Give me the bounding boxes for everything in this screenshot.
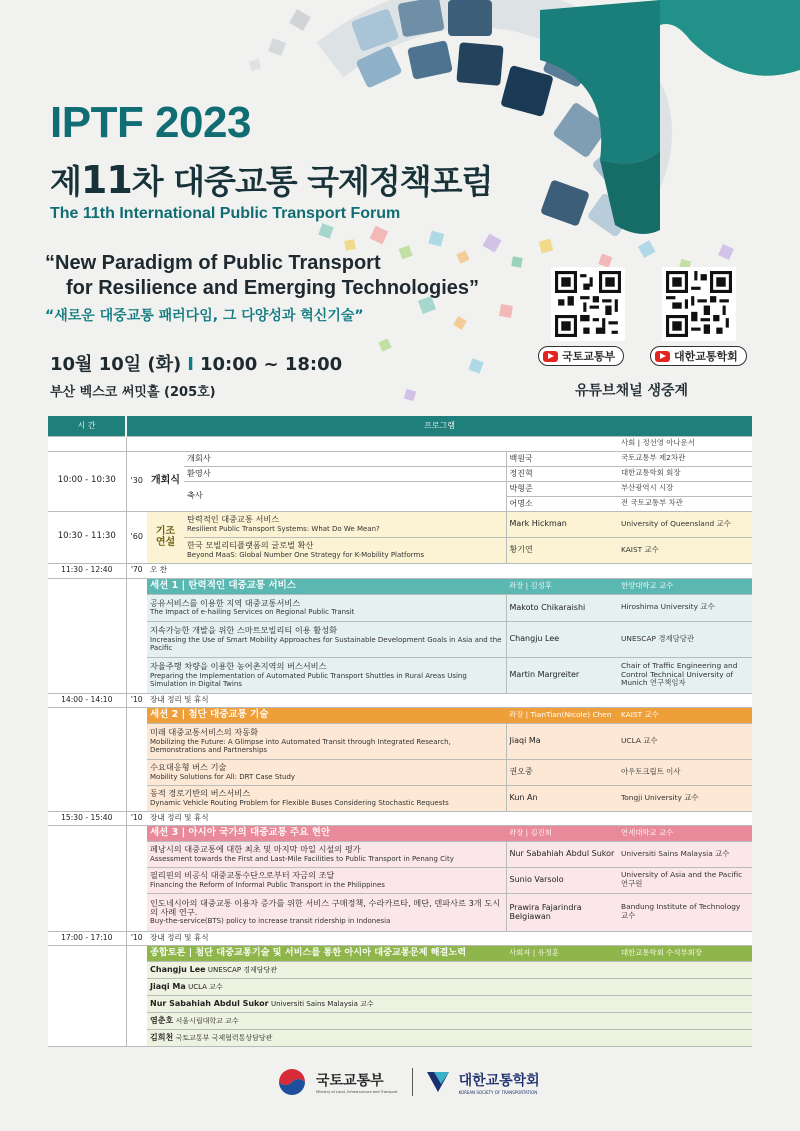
logo-divider: [412, 1068, 413, 1096]
molit-emblem-icon: [278, 1068, 306, 1096]
table-row: 지속가능한 개발을 위한 스마트모빌리티 이용 활성화 Increasing the Use of Smart Mobility Approaches for Sustainable Development Goals in Asia and the Pacific Changju Lee UNESCAP 경제담당관: [48, 621, 752, 657]
youtube-channel-kst[interactable]: 대한교통학회: [650, 346, 747, 366]
break-row: 15:30 - 15:40 '10 장내 정리 및 휴식: [48, 811, 752, 825]
event-title-korean: 제11차 대중교통 국제정책포럼: [50, 158, 493, 202]
panelist-row: Changju Lee UNESCAP 경제담당관: [48, 961, 752, 978]
event-venue: 부산 벡스코 써밋홀 (205호): [50, 385, 216, 400]
youtube-play-icon: [543, 351, 558, 362]
header-time: 시 간: [48, 416, 126, 436]
table-row: 미래 대중교통서비스의 자동화 Mobilizing the Future: A Glimpse into Automated Transit through Integrated Research, Demonstrations and Partnerships Jiaqi Ma UCLA 교수: [48, 723, 752, 759]
panelist-row: Jiaqi Ma UCLA 교수: [48, 978, 752, 995]
break-row: 14:00 - 14:10 '10 장내 정리 및 휴식: [48, 693, 752, 707]
panelist-row: Nur Sabahiah Abdul Sukor Universiti Sains Malaysia 교수: [48, 995, 752, 1012]
table-row: 수요대응형 버스 기술 Mobility Solutions for All: DRT Case Study 권오중 아우토크립트 이사: [48, 759, 752, 785]
kst-emblem-icon: [427, 1070, 449, 1094]
session-2-header: 14:10 - 15:30 '80 세션 2 | 첨단 대중교통 기술 좌장 | TianTian(Nicole) Chen KAIST 교수: [48, 707, 752, 723]
moderator: 사회 | 정선영 아나운서: [618, 436, 752, 451]
table-header: [48, 416, 752, 436]
table-row: 페낭시의 대중교통에 대한 최초 및 마지막 마일 시설의 평가 Assessment towards the First and Last-Mile Facilities to Public Transport in Penang City Nur Sabahiah Abdul Sukor Universiti Sains Malaysia 교수: [48, 841, 752, 867]
table-row: 동적 경로기반의 버스서비스 Dynamic Vehicle Routing Problem for Flexible Buses Considering Stochastic Requests Kun An Tongji University 교수: [48, 785, 752, 811]
table-row: 공유서비스를 이용한 지역 대중교통서비스 The Impact of e-hailing Services on Regional Public Transit Makoto Chikaraishi Hiroshima University 교수: [48, 594, 752, 621]
table-row: 인도네시아의 대중교통 이용자 증가를 위한 서비스 구매정책, 수라카르타, 메단, 덴파사르 3개 도시의 사례 연구. Buy-the-service(BTS) policy to increase transit ridership in Indonesia Prawira Fajarindra Belgiawan Bandung Institute of Technology 교수: [48, 893, 752, 931]
table-row: 10:00 - 10:30 '30 개회식 개회사 백원국 국토교통부 제2차관: [48, 451, 752, 466]
break-row: 17:00 - 17:10 '10 장내 정리 및 휴식: [48, 931, 752, 945]
header-program: 프로그램: [126, 416, 752, 436]
theme-line-2: for Resilience and Emerging Technologies”: [66, 277, 480, 299]
session-3-header: 15:40 - 17:00 '80 세션 3 | 아시아 국가의 대중교통 주요 현안 좌장 | 김진희 연세대학교 교수: [48, 825, 752, 841]
theme-korean: “새로운 대중교통 패러다임, 그 다양성과 혁신기술”: [45, 308, 364, 324]
youtube-play-icon: [655, 351, 670, 362]
table-row: 10:30 - 11:30 '60 기조 연설 탄력적인 대중교통 서비스 Resilient Public Transport Systems: What Do We Mean? Mark Hickman University of Queensland 교수: [48, 511, 752, 537]
table-row: 한국 모빌리티플랫폼의 글로벌 확산 Beyond MaaS: Global Number One Strategy for K-Mobility Platforms 황기연 KAIST 교수: [48, 537, 752, 563]
qr-code-kst[interactable]: [662, 267, 736, 341]
event-title-english: IPTF 2023: [50, 98, 251, 147]
panelist-row: 김희천 국토교통부 국제협력통상담당관: [48, 1029, 752, 1046]
qr-code-molit[interactable]: [551, 267, 625, 341]
panelist-row: 염춘호 서울시립대학교 교수: [48, 1012, 752, 1029]
session-1-header: 12:40 - 14:00 '80 세션 1 | 탄력적인 대중교통 서비스 좌장 | 김성후 한양대학교 교수: [48, 578, 752, 594]
table-row: 환영사 정진혁 대한교통학회 회장: [48, 466, 752, 481]
program-table: [48, 416, 752, 1047]
footer-logos: [278, 1068, 540, 1096]
event-date: 10월 10일 (화) I 10:00 ~ 18:00: [50, 354, 343, 375]
youtube-channel-molit[interactable]: 국토교통부: [538, 346, 624, 366]
table-row: 필리핀의 비공식 대중교통수단으로부터 자금의 조달 Financing the Reform of Informal Public Transport in the Philippines Sunio Varsolo University of Asia and the Pacific 연구원: [48, 867, 752, 893]
table-row: 자율주행 차량을 이용한 농어촌지역의 버스서비스 Preparing the Implementation of Automated Public Transport Shuttles in Rural Areas Using Simulation in Digital Twins Martin Margreiter Chair of Traffic Engineering and Control Technical University of Munich 연구책임자: [48, 657, 752, 693]
table-row: 어명소 전 국토교통부 차관: [48, 496, 752, 511]
youtube-live-label: 유튜브채널 생중계: [575, 383, 689, 399]
panel-header: 17:10 - 18:00 '50 종합토론 | 첨단 대중교통기술 및 서비스를 통한 아시아 대중교통문제 해결노력 사회자 | 유정훈 대한교통학회 수석부회장: [48, 945, 752, 961]
lunch-row: 11:30 - 12:40 '70 오 찬: [48, 563, 752, 578]
event-subtitle: The 11th International Public Transport Forum: [50, 205, 401, 222]
molit-logo: 국토교통부 Ministry of Land, Infrastructure and Transport: [316, 1073, 398, 1094]
table-row: 축사 박형준 부산광역시 시장: [48, 481, 752, 496]
theme-line-1: “New Paradigm of Public Transport: [45, 252, 381, 274]
kst-logo: 대한교통학회 KOREAN SOCIETY OF TRANSPORTATION: [458, 1072, 540, 1095]
